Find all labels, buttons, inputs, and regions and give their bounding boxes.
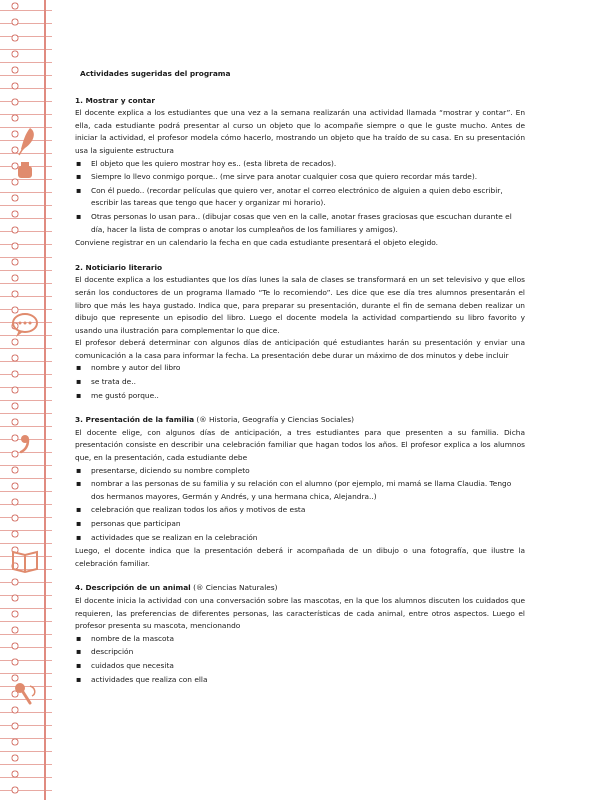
ink-pot-icon — [10, 155, 40, 185]
section-heading — [75, 582, 525, 595]
section-subject-tag: (® Historia, Geografía y Ciencias Sociales) — [194, 415, 355, 425]
bullet-item: ▪ cuidados que necesita — [75, 660, 525, 673]
paragraph: El profesor deberá determinar con algunos días de anticipación qué estudiantes harán su presentación y enviar una comunicación a la casa para informar la fecha. La presentación debe durar un máximo de dos minutos y debe incluir — [75, 338, 525, 360]
open-book-icon — [10, 545, 40, 575]
section-4 — [75, 582, 525, 686]
microphone-icon — [10, 678, 40, 708]
margin-line — [44, 0, 46, 800]
bullet-item: ▪ celebración que realizan todos los años y motivos de esta — [75, 504, 525, 517]
closing-paragraph: Conviene registrar en un calendario la fecha en que cada estudiante presentará el objeto elegido. — [75, 238, 438, 248]
bullet-item: ▪ nombre de la mascota — [75, 633, 525, 646]
bullet-item: ▪ nombrar a las personas de su familia y su relación con el alumno (por ejemplo, mi mamá se llama Claudia. Tengo dos hermanos mayores, Germán y Andrés, y una hermana chica, Alejandra..) — [75, 478, 525, 503]
comma-icon — [10, 428, 40, 458]
paragraph: El docente explica a los estudiantes que una vez a la semana realizarán una actividad llamada “mostrar y contar”. En ella, cada estudiante podrá presentar al curso un objeto que lo acompañe siempre o que le guste mucho. Antes de iniciar la actividad, el profesor modela cómo hacerlo, mostrando un objeto que ha traído de su casa. En su presentación usa la siguiente estructura — [75, 108, 525, 155]
bullet-list — [75, 465, 525, 545]
section-1 — [75, 95, 525, 250]
document-body — [75, 68, 525, 698]
section-heading — [75, 262, 525, 275]
paragraph: El docente explica a los estudiantes que los días lunes la sala de clases se transformará en un set televisivo y que ellos serán los conductores de un programa llamado “Te lo recomiendo”. Les dice que ese día tres alumnos presentarán el libro que más les haya gustado. Indica que, para preparar su presentación, durante el fin de semana deben realizar un dibujo que represente un episodio del libro. Luego el docente modela la actividad compartiendo su libro favorito y usando una ilustración para complementar lo que dice. — [75, 275, 525, 335]
bullet-item: ▪ personas que participan — [75, 518, 525, 531]
bullet-item: ▪ actividades que realiza con ella — [75, 674, 525, 687]
bullet-item: ▪ se trata de.. — [75, 376, 525, 389]
bullet-item: ▪ me gustó porque.. — [75, 390, 525, 403]
section-subject-tag: (® Ciencias Naturales) — [190, 583, 278, 593]
section-heading-text: 3. Presentación de la familia — [75, 415, 195, 425]
bullet-list — [75, 633, 525, 686]
bullet-item: ▪ El objeto que les quiero mostrar hoy es.. (esta libreta de recados). — [75, 158, 525, 171]
section-heading-text: 4. Descripción de un animal — [75, 583, 191, 593]
bullet-item: ▪ Otras personas lo usan para.. (dibujar cosas que ven en la calle, anotar frases graciosas que escuchan durante el día, hacer la lista de compras o anotar los cumpleaños de los familiares y amigos). — [75, 211, 525, 236]
section-heading — [75, 414, 525, 427]
speech-bubble-icon — [10, 310, 40, 340]
paragraph: El docente inicia la actividad con una conversación sobre las mascotas, en la que los alumnos discuten los cuidados que requieren, las preferencias de diferentes personas, las características de cada animal, entre otros aspectos. Luego el profesor presenta su mascota, mencionando — [75, 595, 525, 631]
bullet-item: ▪ Con él puedo.. (recordar películas que quiero ver, anotar el correo electrónico de alguien a quien debo escribir, escribir las tareas que tengo que hacer y organizar mi horario). — [75, 185, 525, 210]
bullet-list — [75, 158, 525, 237]
bullet-item: ▪ actividades que se realizan en la celebración — [75, 532, 525, 545]
paragraph: El docente elige, con algunos días de anticipación, a tres estudiantes para que presenten a su familia. Dicha presentación consiste en describir una celebración familiar que hagan todos los años. El profesor explica a los alumnos que, en la presentación, cada estudiante debe — [75, 427, 525, 463]
section-2 — [75, 262, 525, 403]
bullet-item: ▪ nombre y autor del libro — [75, 362, 525, 375]
section-3 — [75, 414, 525, 570]
section-heading-text: 2. Noticiario literario — [75, 262, 163, 272]
bullet-item: ▪ Siempre lo llevo conmigo porque.. (me sirve para anotar cualquier cosa que quiero recordar más tarde). — [75, 171, 525, 184]
sections-container — [75, 95, 525, 687]
section-heading-text: 1. Mostrar y contar — [75, 95, 156, 105]
document-title: Actividades sugeridas del programa — [80, 69, 231, 78]
bullet-item: ▪ presentarse, diciendo su nombre completo — [75, 465, 525, 478]
bullet-list — [75, 362, 525, 402]
section-heading — [75, 95, 525, 108]
closing-paragraph: Luego, el docente indica que la presentación deberá ir acompañada de un dibujo o una fotografía, que ilustre la celebración familiar. — [75, 546, 525, 568]
bullet-item: ▪ descripción — [75, 646, 525, 659]
ink-pen-icon — [10, 126, 40, 156]
